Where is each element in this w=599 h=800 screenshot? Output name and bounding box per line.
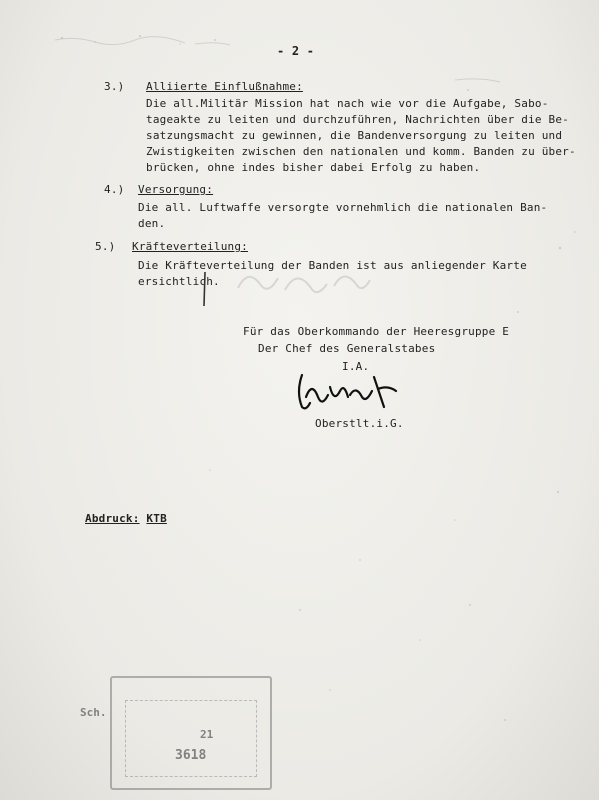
section-5-number: 5.) bbox=[95, 240, 116, 253]
stamp-date-fragment: 21 bbox=[200, 728, 214, 741]
archive-stamp-inner bbox=[125, 700, 257, 777]
signature-line-3: I.A. bbox=[342, 360, 370, 373]
section-3-heading: Alliierte Einflußnahme: bbox=[146, 80, 303, 93]
handwritten-signature bbox=[292, 367, 402, 417]
section-3-line-1: Die all.Militär Mission hat nach wie vor die Aufgabe, Sabo- bbox=[146, 97, 549, 110]
section-3-number: 3.) bbox=[104, 80, 125, 93]
distribution-label bbox=[85, 512, 167, 526]
section-4-line-1: Die all. Luftwaffe versorgte vornehmlich die nationalen Ban- bbox=[138, 201, 548, 214]
section-5-heading: Kräfteverteilung: bbox=[132, 240, 248, 253]
section-3-line-2: tageakte zu leiten und durchzuführen, Nachrichten über die Be- bbox=[146, 113, 569, 126]
section-4-number: 4.) bbox=[104, 183, 125, 196]
signature-line-1: Für das Oberkommando der Heeresgruppe E bbox=[243, 325, 510, 338]
bleed-through-mark bbox=[230, 258, 380, 308]
section-5-line-1: Die Kräfteverteilung der Banden ist aus anliegender Karte bbox=[138, 259, 527, 272]
section-3-line-4: Zwistigkeiten zwischen den nationalen und komm. Banden zu über- bbox=[146, 145, 576, 158]
stamp-number-fragment: 3618 bbox=[175, 748, 207, 763]
section-4-line-2: den. bbox=[138, 217, 166, 230]
stamp-prefix: Sch. bbox=[80, 706, 107, 719]
section-3-line-5: brücken, ohne indes bisher dabei Erfolg zu haben. bbox=[146, 161, 481, 174]
pencil-mark bbox=[200, 270, 210, 310]
distribution-value: KTB bbox=[146, 512, 167, 525]
section-3-line-3: satzungsmacht zu gewinnen, die Bandenversorgung zu leiten und bbox=[146, 129, 563, 142]
section-4-heading: Versorgung: bbox=[138, 183, 214, 196]
section-5-line-2: ersichtlich. bbox=[138, 275, 220, 288]
page-number: - 2 - bbox=[277, 44, 315, 58]
distribution-label-text: Abdruck: bbox=[85, 512, 140, 525]
signature-line-2: Der Chef des Generalstabes bbox=[258, 342, 436, 355]
signature-rank: Oberstlt.i.G. bbox=[315, 417, 404, 430]
